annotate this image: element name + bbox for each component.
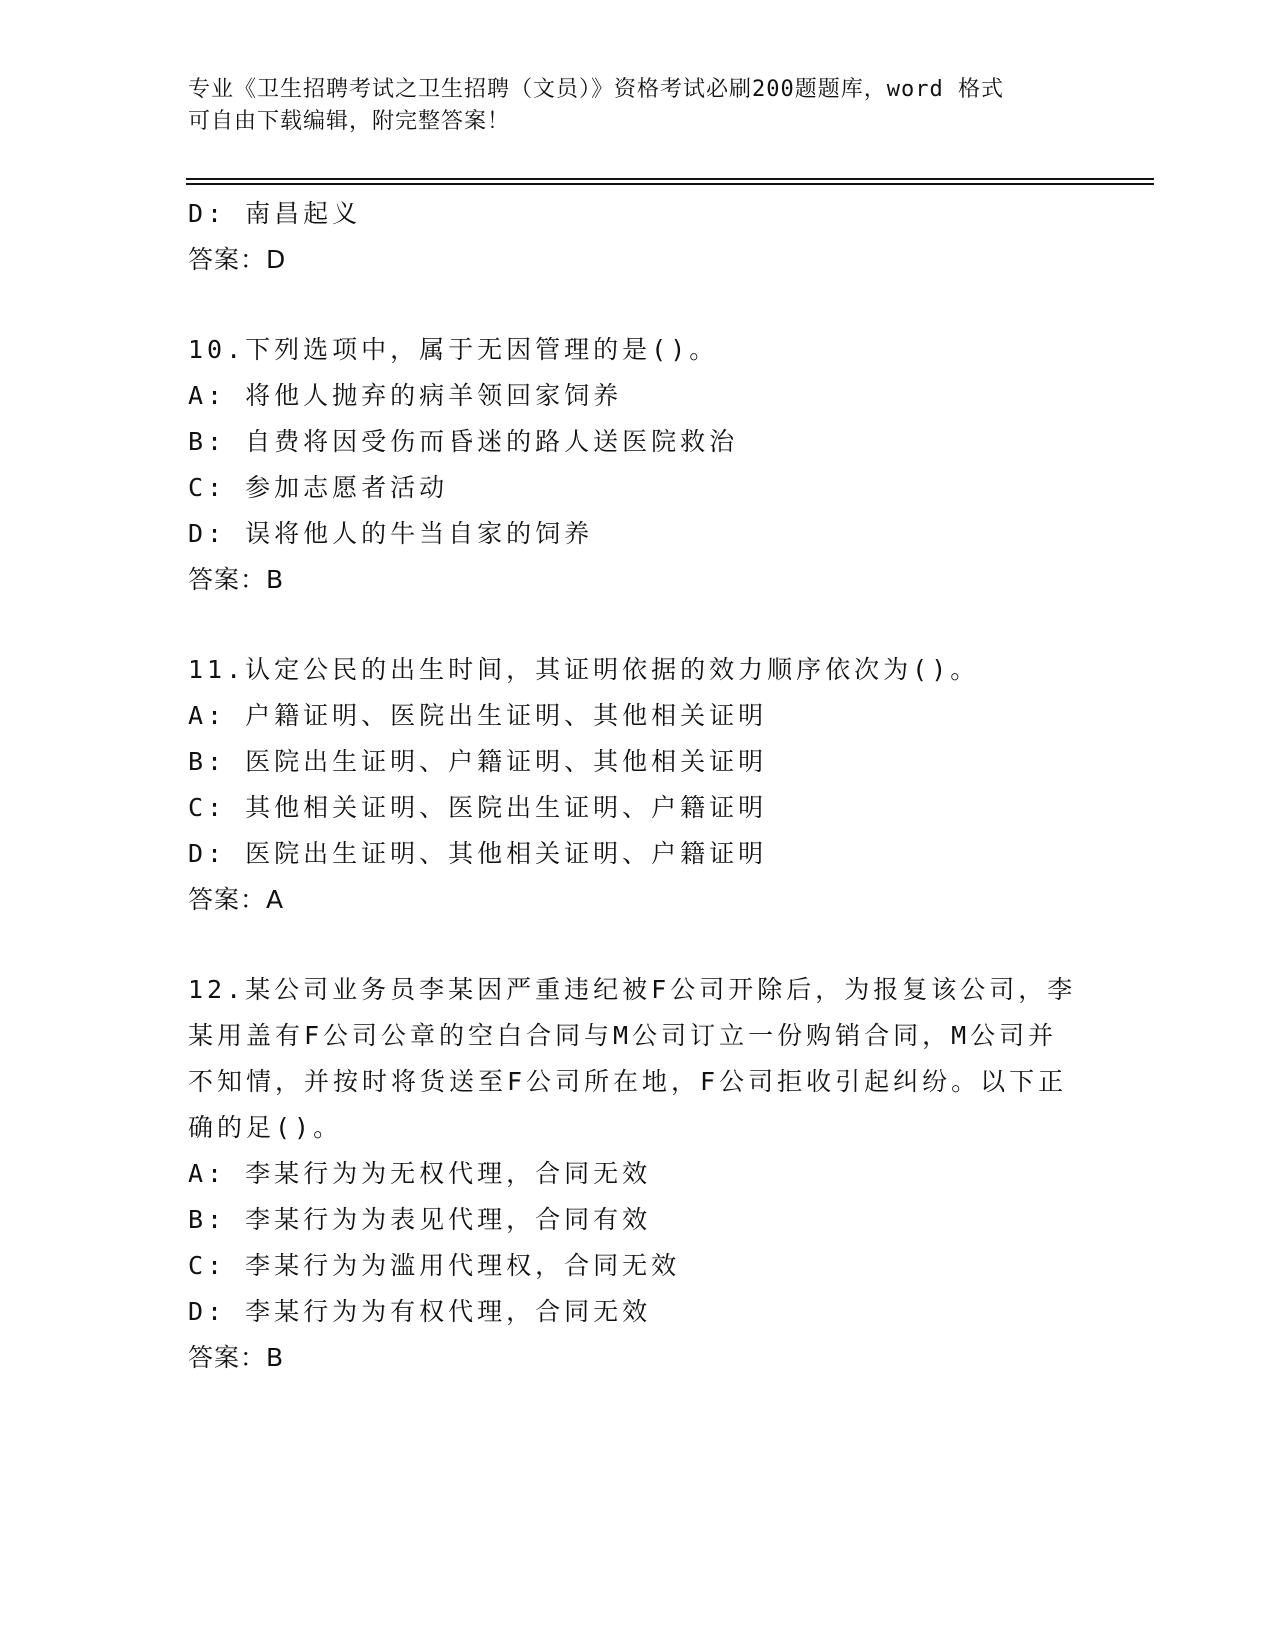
option-c: C: 其他相关证明、医院出生证明、户籍证明	[188, 793, 768, 822]
option-a: A: 户籍证明、医院出生证明、其他相关证明	[188, 701, 768, 730]
header-divider-top	[186, 178, 1154, 180]
question-stem: 10.下列选项中，属于无因管理的是()。	[188, 335, 719, 364]
option-c: C: 参加志愿者活动	[188, 473, 449, 502]
question-stem: 11.认定公民的出生时间，其证明依据的效力顺序依次为()。	[188, 655, 980, 684]
option-c: C: 李某行为为滥用代理权，合同无效	[188, 1251, 681, 1280]
answer-line: 答案：D	[188, 245, 287, 274]
question-list	[188, 191, 1088, 1381]
spacer	[188, 603, 1088, 647]
option-b: B: 李某行为为表见代理，合同有效	[188, 1205, 652, 1234]
header-divider-bottom	[186, 183, 1154, 185]
question-stem-line: 12.某公司业务员李某因严重违纪被F公司开除后，为报复该公司，李	[188, 975, 1077, 1004]
question-12	[188, 967, 1088, 1381]
previous-question-tail	[188, 191, 1088, 283]
option-b: B: 自费将因受伤而昏迷的路人送医院救治	[188, 427, 739, 456]
option-a: A: 李某行为为无权代理，合同无效	[188, 1159, 652, 1188]
header-line-1: 专业《卫生招聘考试之卫生招聘（文员）》资格考试必刷200题题库，word 格式	[188, 77, 1004, 102]
question-stem-line: 确的足()。	[188, 1113, 343, 1142]
option-d: D: 南昌起义	[188, 199, 362, 228]
question-11	[188, 647, 1088, 923]
header-line-2: 可自由下载编辑，附完整答案！	[188, 109, 511, 134]
answer-line: 答案：A	[188, 885, 285, 914]
question-stem-line: 某用盖有F公司公章的空白合同与M公司订立一份购销合同，M公司并	[188, 1021, 1058, 1050]
option-a: A: 将他人抛弃的病羊领回家饲养	[188, 381, 623, 410]
option-d: D: 医院出生证明、其他相关证明、户籍证明	[188, 839, 768, 868]
answer-line: 答案：B	[188, 1343, 285, 1372]
question-stem-line: 不知情，并按时将货送至F公司所在地，F公司拒收引起纠纷。以下正	[188, 1067, 1068, 1096]
document-header	[188, 74, 1068, 138]
spacer	[188, 283, 1088, 327]
spacer	[188, 923, 1088, 967]
option-d: D: 李某行为为有权代理，合同无效	[188, 1297, 652, 1326]
option-d: D: 误将他人的牛当自家的饲养	[188, 519, 594, 548]
option-b: B: 医院出生证明、户籍证明、其他相关证明	[188, 747, 768, 776]
question-10	[188, 327, 1088, 603]
answer-line: 答案：B	[188, 565, 285, 594]
